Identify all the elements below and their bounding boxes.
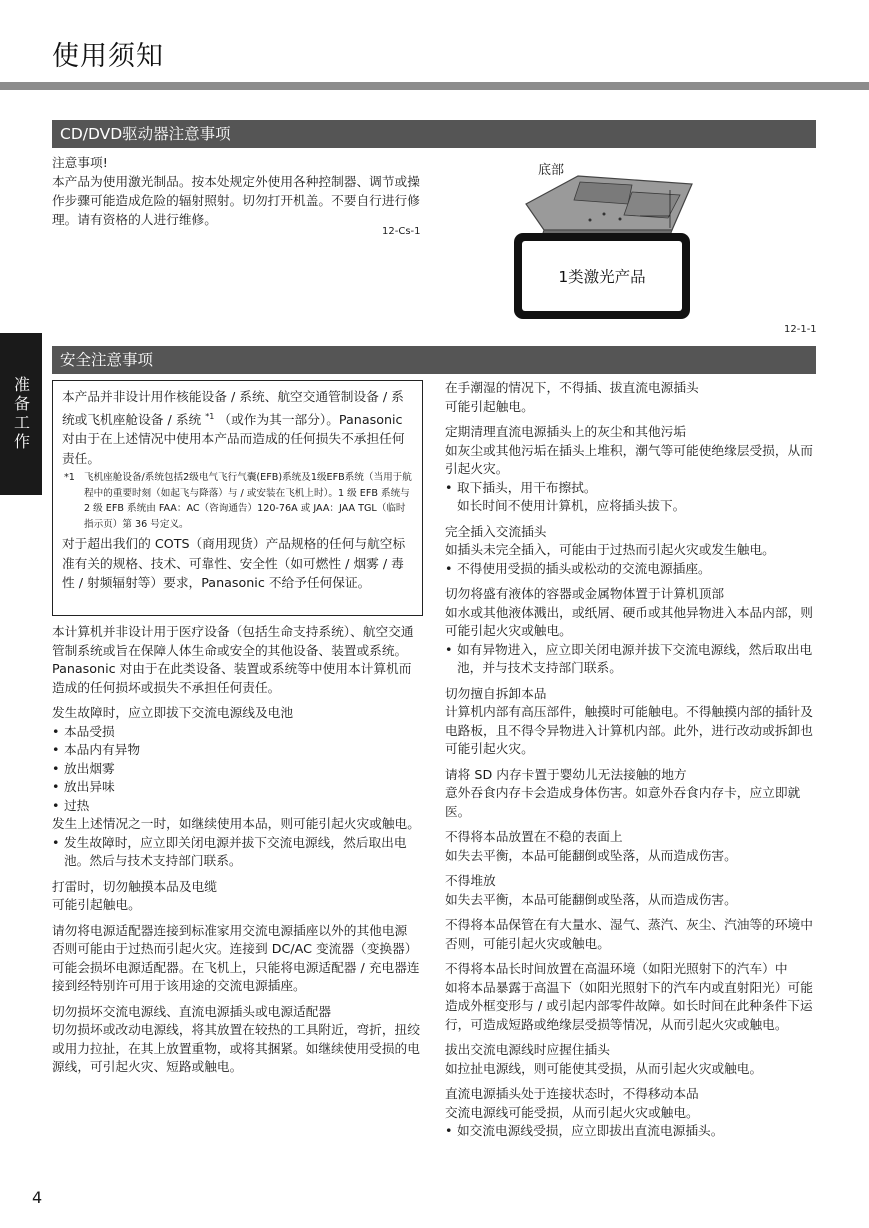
box-paragraph-1: 本产品并非设计用作核能设备 / 系统、航空交通管制设备 / 系统或飞机座舱设备 / 系统 $^{*1}$ （或作为其一部分）。Panasonic 对由于在上述情况中使用本产品而造成的任何损失不承担任何责任。 bbox=[62, 389, 405, 466]
list-item: • 本品内有异物 bbox=[52, 741, 422, 760]
list-item: • 不得使用受损的插头或松动的交流电源插座。 bbox=[445, 560, 817, 579]
block-body: 否则可能由于过热而引起火灾。连接到 DC/AC 变流器（变换器）可能会损坏电源适配器。在飞机上，只能将电源适配器 / 充电器连接到经特别许可用于该用途的交流电源插座。 bbox=[52, 941, 420, 993]
liquid-block bbox=[445, 585, 817, 678]
block-body: 计算机内部有高压部件，触摸时可能触电。不得触摸内部的插针及电路板，且不得令异物进入计算机内部。此外，进行改动或拆卸也可能引起火灾。 bbox=[445, 704, 813, 756]
block-indent: 如长时间不使用计算机，应将插头拔下。 bbox=[457, 498, 686, 513]
dust-block bbox=[445, 423, 817, 516]
list-item: • 如交流电源线受损，应立即拔出直流电源插头。 bbox=[445, 1122, 817, 1141]
fault-block bbox=[52, 704, 422, 871]
unplug-block bbox=[445, 1041, 817, 1078]
list-item: • 发生故障时，应立即关闭电源并拔下交流电源线，然后取出电池。然后与技术支持部门联系。 bbox=[52, 834, 422, 871]
block-body: 意外吞食内存卡会造成身体伤害。如意外吞食内存卡，应立即就医。 bbox=[445, 785, 801, 819]
list-item: • 过热 bbox=[52, 797, 422, 816]
safety-right-column bbox=[445, 379, 817, 1148]
list-item: • 放出异味 bbox=[52, 778, 422, 797]
box-paragraph-2: 对于超出我们的 COTS（商用现货）产品规格的任何与航空标准有关的规格、技术、可靠性、安全性（如可燃性 / 烟雾 / 毒性 / 射频辐射等）要求，Panasonic 不给予任何保证。 bbox=[62, 536, 406, 591]
cd-caution-text bbox=[52, 153, 422, 229]
environment-block bbox=[445, 916, 817, 953]
page-number: 4 bbox=[32, 1188, 43, 1207]
block-title: 打雷时，切勿触摸本品及电缆 bbox=[52, 878, 217, 894]
section-heading-safety: 安全注意事项 bbox=[52, 346, 816, 374]
sd-card-block bbox=[445, 766, 817, 822]
list-item: • 如有异物进入，应立即关闭电源并拔下交流电源线，然后取出电池，并与技术支持部门联系。 bbox=[445, 641, 817, 678]
footnote-text: 飞机座舱设备/系统包括2级电气飞行气囊(EFB)系统及1级EFB系统（当用于航程中的重要时刻（如起飞与降落）与 / 或安装在飞机上时）。1 级 EFB 系统与 2 级 EFB 系统由 FAA：AC（咨询通告）120-76A 或 JAA：JAA TGL（临时指示页）第 36 号定义。 bbox=[84, 472, 412, 530]
adapter-block bbox=[52, 922, 422, 996]
medical-notice: 本计算机并非设计用于医疗设备（包括生命支持系统）、航空交通管制系统或旨在保障人体生命或安全的其他设备、装置或系统。 Panasonic 对由于在此类设备、装置或系统等中使用本计算机而造成的任何损坏或损失不承担任何责任。 bbox=[52, 624, 414, 695]
block-title: 发生故障时，应立即拔下交流电源线及电池 bbox=[52, 705, 294, 720]
block-body: 如水或其他液体溅出，或纸屑、硬币或其他异物进入本品内部，则可能引起火灾或触电。 bbox=[445, 604, 813, 638]
block-body: 如将本品暴露于高温下（如阳光照射下的汽车内或直射阳光）可能造成外框变形与 / 或引起内部零件故障。如长时间在此种条件下运行，可造成短路或绝缘层受损等情况，从而引起火灾或触电。 bbox=[445, 979, 813, 1032]
block-body: 发生上述情况之一时，如继续使用本品，则可能引起火灾或触电。 bbox=[52, 816, 420, 831]
footnote bbox=[62, 470, 413, 532]
stack-block bbox=[445, 872, 817, 909]
list-item: • 本品受损 bbox=[52, 723, 422, 742]
page-title: 使用须知 bbox=[52, 41, 164, 72]
section-heading-cd-dvd: CD/DVD驱动器注意事项 bbox=[52, 120, 816, 148]
safety-left-column bbox=[52, 623, 422, 1084]
warning-box bbox=[52, 380, 423, 616]
block-title: 切勿将盛有液体的容器或金属物体置于计算机顶部 bbox=[445, 586, 725, 601]
header-rule bbox=[0, 82, 869, 90]
block-title: 不得堆放 bbox=[445, 873, 496, 888]
block-body: 如失去平衡，本品可能翻倒或坠落，从而造成伤害。 bbox=[445, 847, 737, 863]
cord-block bbox=[52, 1003, 422, 1077]
unstable-block bbox=[445, 828, 817, 865]
block-title: 请勿将电源适配器连接到标准家用交流电源插座以外的其他电源 bbox=[52, 922, 408, 938]
block-title: 不得将本品保管在有大量水、湿气、蒸汽、灰尘、汽油等的环境中 bbox=[445, 917, 813, 932]
block-body: 可能引起触电。 bbox=[445, 398, 534, 414]
block-title: 切勿擅自拆卸本品 bbox=[445, 685, 547, 701]
move-block bbox=[445, 1085, 817, 1141]
plug-block bbox=[445, 523, 817, 579]
block-title: 不得将本品长时间放置在高温环境（如阳光照射下的汽车）中 bbox=[445, 961, 788, 976]
block-body: 如插头未完全插入，可能由于过热而引起火灾或发生触电。 bbox=[445, 542, 775, 557]
block-body: 如灰尘或其他污垢在插头上堆积，潮气等可能使绝缘层受损，从而引起火灾。 bbox=[445, 442, 813, 476]
list-item: • 取下插头，用干布擦拭。 bbox=[445, 479, 817, 498]
bottom-label: 底部 bbox=[538, 163, 565, 178]
block-title: 完全插入交流插头 bbox=[445, 523, 547, 539]
caution-title: 注意事项! bbox=[52, 155, 108, 170]
block-body: 切勿损坏或改动电源线，将其放置在较热的工具附近，弯折，扭绞或用力拉扯，在其上放置重物，或将其捆紧。如继续使用受损的电源线，可引起火灾、短路或触电。 bbox=[52, 1022, 420, 1074]
block-title: 不得将本品放置在不稳的表面上 bbox=[445, 829, 623, 844]
block-title: 切勿损坏交流电源线、直流电源插头或电源适配器 bbox=[52, 1003, 332, 1019]
thunder-block bbox=[52, 878, 422, 915]
footnote-ref: *1 bbox=[205, 411, 215, 421]
list-item: • 放出烟雾 bbox=[52, 760, 422, 779]
laser-label-text: 1类激光产品 bbox=[522, 241, 682, 311]
side-tab bbox=[0, 333, 42, 495]
block-body: 交流电源线可能受损，从而引起火灾或触电。 bbox=[445, 1104, 699, 1120]
caution-body: 本产品为使用激光制品。按本处规定外使用各种控制器、调节或操作步骤可能造成危险的辐射照射。切勿打开机盖。不要自行进行修理。请有资格的人进行维修。 bbox=[52, 174, 420, 227]
block-body: 如失去平衡，本品可能翻倒或坠落，从而造成伤害。 bbox=[445, 891, 737, 907]
block-body: 如拉扯电源线，则可能使其受损，从而引起火灾或触电。 bbox=[445, 1060, 763, 1076]
side-tab-label: 准备工作 bbox=[11, 376, 31, 452]
wet-hands-block bbox=[445, 379, 817, 416]
heat-block bbox=[445, 960, 817, 1034]
block-title: 定期清理直流电源插头上的灰尘和其他污垢 bbox=[445, 424, 687, 439]
laser-product-label bbox=[514, 233, 690, 319]
block-title: 拔出交流电源线时应握住插头 bbox=[445, 1042, 610, 1057]
footnote-mark: *1 bbox=[64, 472, 75, 484]
reference-code-2: 12-1-1 bbox=[784, 324, 817, 335]
block-body: 否则，可能引起火灾或触电。 bbox=[445, 935, 610, 951]
reference-code: 12-Cs-1 bbox=[382, 226, 421, 237]
block-title: 直流电源插头处于连接状态时，不得移动本品 bbox=[445, 1086, 699, 1101]
disassemble-block bbox=[445, 685, 817, 759]
block-title: 在手潮湿的情况下，不得插、拔直流电源插头 bbox=[445, 380, 699, 395]
block-title: 请将 SD 内存卡置于婴幼儿无法接触的地方 bbox=[445, 766, 687, 782]
laptop-bottom-illustration bbox=[520, 170, 700, 240]
block-body: 可能引起触电。 bbox=[52, 897, 141, 912]
